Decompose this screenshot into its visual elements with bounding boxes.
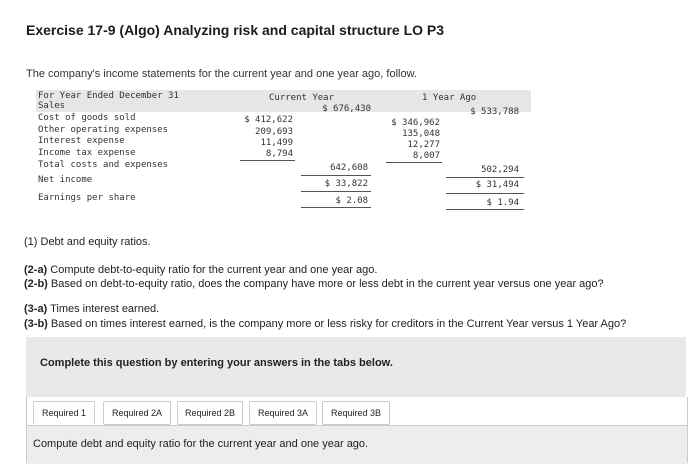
net-income-prior: $ 31,494: [475, 180, 519, 190]
underline-prior-expenses: [386, 162, 442, 163]
question-3b: (3-b) Based on times interest earned, is the company more or less risky for creditors in the Current Year versus 1 Year Ago?: [24, 318, 627, 330]
exercise-title: Exercise 17-9 (Algo) Analyzing risk and capital structure LO P3: [26, 22, 445, 38]
tax-current: 8,794: [265, 149, 293, 159]
tab-required-3a[interactable]: Required 3A: [249, 401, 317, 425]
tab-content: [27, 425, 687, 464]
underline-current-net: [301, 191, 371, 192]
double-underline-prior-eps: [446, 209, 524, 210]
tax-label: Income tax expense: [38, 148, 136, 158]
sales-label: Sales: [38, 101, 66, 111]
cogs-current: $ 412,622: [244, 115, 293, 125]
tab-required-1[interactable]: Required 1: [33, 401, 95, 425]
opex-label: Other operating expenses: [38, 125, 169, 135]
question-2a: (2-a) Compute debt-to-equity ratio for the current year and one year ago.: [24, 264, 378, 276]
instruction-panel-text: Complete this question by entering your answers in the tabs below.: [40, 357, 393, 369]
eps-label: Earnings per share: [38, 193, 136, 203]
underline-current-total: [301, 175, 371, 176]
double-underline-current-eps: [301, 207, 371, 208]
net-income-current: $ 33,822: [324, 179, 368, 189]
sales-current: $ 676,430: [322, 104, 371, 114]
net-income-label: Net income: [38, 175, 93, 185]
total-current: 642,608: [330, 163, 368, 173]
cogs-prior: $ 346,962: [391, 118, 440, 128]
cogs-label: Cost of goods sold: [38, 113, 136, 123]
interest-label: Interest expense: [38, 136, 125, 146]
opex-current: 209,693: [255, 127, 293, 137]
sales-prior: $ 533,788: [470, 107, 519, 117]
tab-required-3b[interactable]: Required 3B: [322, 401, 390, 425]
eps-prior: $ 1.94: [486, 198, 519, 208]
question-3a: (3-a) Times interest earned.: [24, 303, 160, 315]
answer-tabs: [26, 397, 688, 463]
tab-instruction: Compute debt and equity ratio for the current year and one year ago.: [33, 438, 369, 450]
col-current-year: Current Year: [269, 93, 335, 103]
underline-current-expenses: [240, 160, 295, 161]
col-one-year-ago: 1 Year Ago: [422, 93, 477, 103]
tab-required-2a[interactable]: Required 2A: [103, 401, 171, 425]
opex-prior: 135,048: [402, 129, 440, 139]
tax-prior: 8,007: [412, 151, 440, 161]
total-prior: 502,294: [481, 165, 519, 175]
underline-prior-total: [446, 177, 524, 178]
income-statement: [36, 90, 531, 210]
statement-header-label: For Year Ended December 31: [38, 91, 179, 101]
eps-current: $ 2.08: [335, 196, 368, 206]
tab-required-2b[interactable]: Required 2B: [177, 401, 243, 425]
question-1: (1) Debt and equity ratios.: [24, 236, 151, 248]
interest-prior: 12,277: [407, 140, 440, 150]
underline-prior-net: [446, 193, 524, 194]
intro-text: The company's income statements for the current year and one year ago, follow.: [26, 68, 417, 80]
question-2b: (2-b) Based on debt-to-equity ratio, does the company have more or less debt in the current year versus one year ago?: [24, 278, 604, 290]
interest-current: 11,499: [260, 138, 293, 148]
total-label: Total costs and expenses: [38, 160, 169, 170]
